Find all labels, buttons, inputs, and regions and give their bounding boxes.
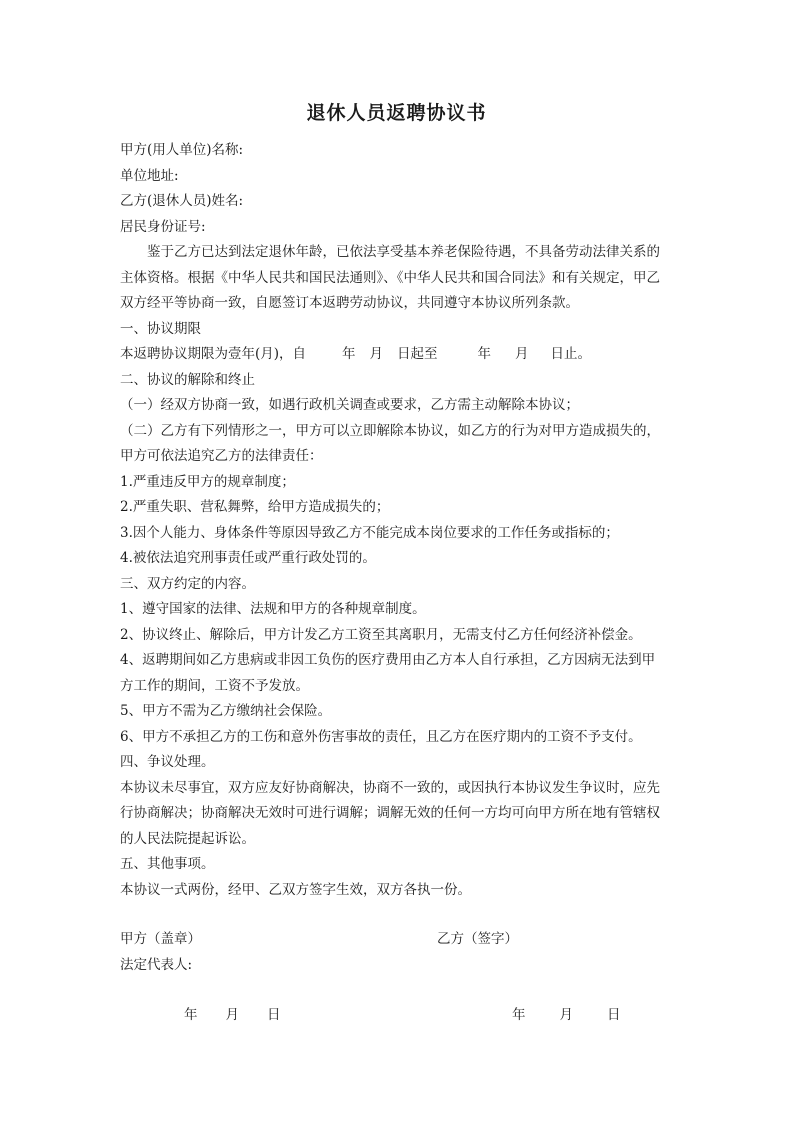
intro-paragraph-line: 双方经平等协商一致，自愿签订本返聘劳动协议，共同遵守本协议所列条款。	[120, 295, 579, 311]
clause-line: 4、返聘期间如乙方患病或非因工负伤的医疗费用由乙方本人自行承担，乙方因病无法到甲	[120, 652, 656, 668]
document-title: 退休人员返聘协议书	[306, 102, 487, 124]
clause-line: 3.因个人能力、身体条件等原因导致乙方不能完成本岗位要求的工作任务或指标的；	[120, 524, 619, 541]
party-b-date-year: 年	[512, 1007, 526, 1023]
period-end-day: 日止。	[550, 346, 592, 362]
document-body	[120, 138, 680, 903]
section-heading-disputes: 四、争议处理。	[120, 754, 215, 770]
clause-line: 本协议未尽事宜，双方应友好协商解决，协商不一致的，或因执行本协议发生争议时，应先	[120, 779, 660, 796]
party-b-sign-label: 乙方（签字）	[437, 931, 518, 947]
clause-line: 2.严重失职、营私舞弊，给甲方造成损失的；	[120, 499, 390, 515]
party-b-name-line: 乙方(退休人员)姓名:	[120, 193, 244, 209]
party-b-date-day: 日	[607, 1007, 621, 1023]
party-a-date-day: 日	[267, 1007, 281, 1023]
period-start-month: 月	[369, 346, 384, 362]
clause-line: 5、甲方不需为乙方缴纳社会保险。	[120, 703, 332, 719]
party-a-seal-label: 甲方（盖章）	[120, 931, 201, 947]
clause-line: （一）经双方协商一致，如遇行政机关调查或要求，乙方需主动解除本协议；	[120, 397, 579, 413]
party-b-date-month: 月	[559, 1007, 573, 1023]
legal-representative-label: 法定代表人:	[120, 957, 193, 973]
period-start-year: 年	[342, 346, 356, 362]
party-a-date-year: 年	[184, 1007, 198, 1023]
agreement-period-line	[120, 342, 680, 368]
address-line: 单位地址:	[120, 167, 179, 184]
period-prefix: 本返聘协议期限为壹年(月)，自	[120, 346, 307, 362]
clause-line: 4.被依法追究刑事责任或严重行政处罚的。	[120, 550, 376, 566]
clause-line: 方工作的期间，工资不予发放。	[120, 677, 309, 694]
section-heading-termination: 二、协议的解除和终止	[120, 371, 255, 388]
clause-line: 6、甲方不承担乙方的工伤和意外伤害事故的责任，且乙方在医疗期内的工资不予支付。	[120, 728, 642, 745]
period-end-year: 年	[477, 346, 492, 362]
section-heading-term: 一、协议期限	[120, 320, 201, 337]
party-a-date-month: 月	[225, 1007, 239, 1023]
period-start-day: 日起至	[397, 346, 438, 362]
clause-line: 1.严重违反甲方的规章制度；	[120, 473, 295, 490]
clause-line: 1、遵守国家的法律、法规和甲方的各种规章制度。	[120, 601, 426, 617]
intro-paragraph-line: 主体资格。根据《中华人民共和国民法通则》、《中华人民共和国合同法》和有关规定，甲乙	[120, 269, 660, 286]
party-b-date	[512, 1003, 621, 1023]
section-heading-agreements: 三、双方约定的内容。	[120, 575, 255, 592]
clause-line: 的人民法院提起诉讼。	[120, 830, 255, 847]
clause-line: （二）乙方有下列情形之一，甲方可以立即解除本协议，如乙方的行为对甲方造成损失的，	[120, 422, 660, 439]
party-a-date	[184, 1003, 281, 1023]
clause-line: 2、协议终止、解除后，甲方计发乙方工资至其离职月，无需支付乙方任何经济补偿金。	[120, 626, 642, 643]
id-number-line: 居民身份证号:	[120, 218, 206, 235]
period-end-month: 月	[515, 346, 529, 362]
clause-line: 行协商解决；协商解决无效时可进行调解；调解无效的任何一方均可向甲方所在地有管辖权	[120, 805, 660, 821]
section-heading-other: 五、其他事项。	[120, 856, 215, 872]
intro-paragraph-line: 鉴于乙方已达到法定退休年龄，已依法享受基本养老保险待遇，不具备劳动法律关系的	[147, 244, 660, 260]
party-a-name-line: 甲方(用人单位)名称:	[120, 142, 244, 158]
clause-line: 甲方可依法追究乙方的法律责任：	[120, 448, 323, 464]
clause-line: 本协议一式两份，经甲、乙双方签字生效，双方各执一份。	[120, 881, 471, 898]
